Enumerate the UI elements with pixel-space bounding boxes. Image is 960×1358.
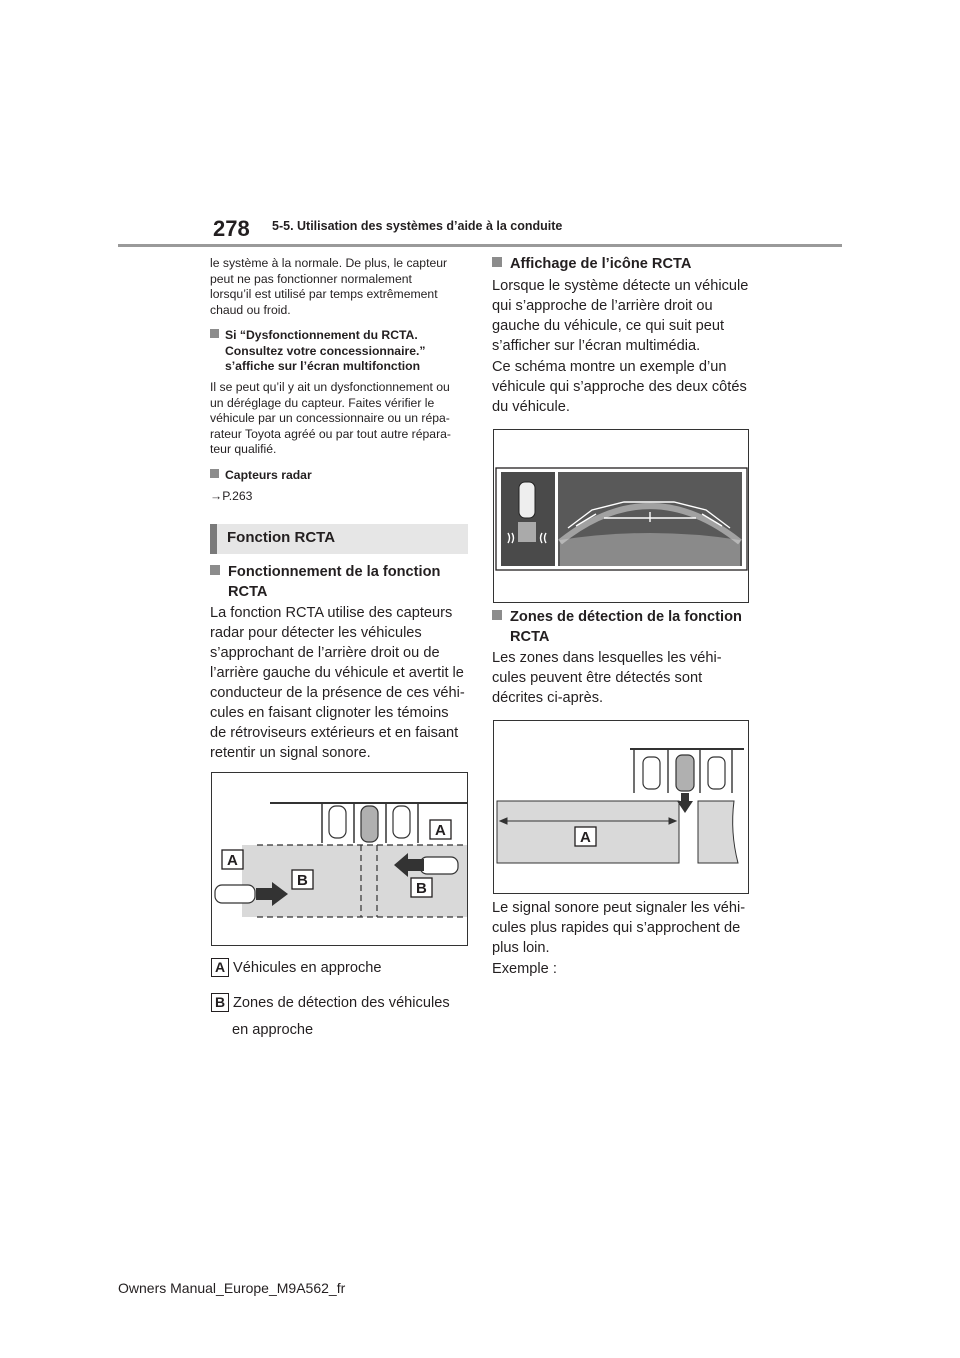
signal-paragraph: Le signal sonore peut signaler les véhi- cules plus rapides qui s’approchent de plus loin. — [492, 900, 746, 956]
legend-item-b-cont: en approche — [232, 1022, 314, 1038]
figure-multimedia-screen-drawing — [494, 430, 748, 602]
page-number: 278 — [213, 216, 250, 241]
parked-car-2 — [393, 806, 410, 838]
example-paragraph: Ce schéma montre un exemple d’un véhicule qui s’approche des deux côtés du véhicule. — [492, 359, 747, 415]
host-vehicle — [676, 755, 694, 791]
example-label: Exemple : — [492, 961, 557, 977]
legend-item-b: B Zones de détection des véhicules — [211, 993, 450, 1013]
square-bullet-icon — [210, 469, 219, 478]
heading-detection-zones: Zones de détection de la fonction RCTA — [492, 607, 754, 647]
approaching-car-left — [215, 885, 255, 903]
legend-item-a: A Véhicules en approche — [211, 958, 381, 978]
figure-label-a: A — [580, 829, 591, 846]
square-bullet-icon — [210, 565, 220, 575]
footer: Owners Manual_Europe_M9A562_fr — [118, 1280, 346, 1296]
operation-paragraph: La fonction RCTA utilise des capteurs radar pour détecter les véhicules s’approchant de l’arrière droit ou de l’arrière gauche du véhicule et avertit le conducteur de la présence de ces véhi- cules en faisant clignoter les témoins de rétroviseurs extérieurs et en faisant retentir un signal sonore. — [210, 605, 465, 761]
section-header: Fonction RCTA — [210, 524, 468, 554]
header-rule — [118, 244, 842, 247]
figure-label-b: B — [416, 880, 427, 897]
square-bullet-icon — [492, 257, 502, 267]
heading-icon-display: Affichage de l’icône RCTA — [492, 254, 691, 274]
heading-malfunction: Si “Dysfonctionnement du RCTA. Consultez votre concessionnaire.” s’affiche sur l’écran multifonction — [210, 328, 472, 375]
icon-display-paragraph: Lorsque le système détecte un véhicule qui s’approche de l’arrière droit ou gauche du véhicule, ce qui suit peut s’afficher sur l’écran multimédia. — [492, 278, 749, 354]
intro-paragraph: le système à la normale. De plus, le capteur peut ne pas fonctionner normalement lorsqu’il est utilisé par temps extrêmement chaud ou froid. — [210, 256, 448, 317]
parked-car-1 — [329, 806, 346, 838]
approaching-car-right — [420, 857, 458, 874]
figure-rcta-zones-drawing — [212, 773, 467, 945]
figure-label-a: A — [227, 852, 238, 869]
figure-rcta-zones — [211, 772, 468, 946]
parked-car-2 — [708, 757, 725, 789]
figure-detection-range — [493, 720, 749, 894]
chapter-title: 5-5. Utilisation des systèmes d’aide à la conduite — [272, 219, 563, 233]
heading-radar: Capteurs radar — [210, 468, 312, 484]
detection-zone-shading — [242, 845, 467, 917]
square-bullet-icon — [492, 610, 502, 620]
detection-zones-paragraph: Les zones dans lesquelles les véhi- cules peuvent être détectés sont décrites ci-après. — [492, 650, 722, 706]
host-vehicle — [361, 806, 378, 842]
square-bullet-icon — [210, 329, 219, 338]
parked-car-1 — [643, 757, 660, 789]
figure-label-b: B — [297, 872, 308, 889]
heading-operation: Fonctionnement de la fonction RCTA — [210, 562, 472, 602]
figure-multimedia-screen — [493, 429, 749, 603]
figure-detection-range-drawing — [494, 721, 748, 893]
figure-label-a: A — [435, 822, 446, 839]
malfunction-paragraph: Il se peut qu’il y ait un dysfonctionnement ou un déréglage du capteur. Faites vérifier le véhicule par un concessionnaire ou un répa- rateur Toyota agréé ou par tout autre répara- teur qualifié. — [210, 380, 451, 456]
page-reference-link[interactable]: →P.263 — [210, 489, 253, 503]
